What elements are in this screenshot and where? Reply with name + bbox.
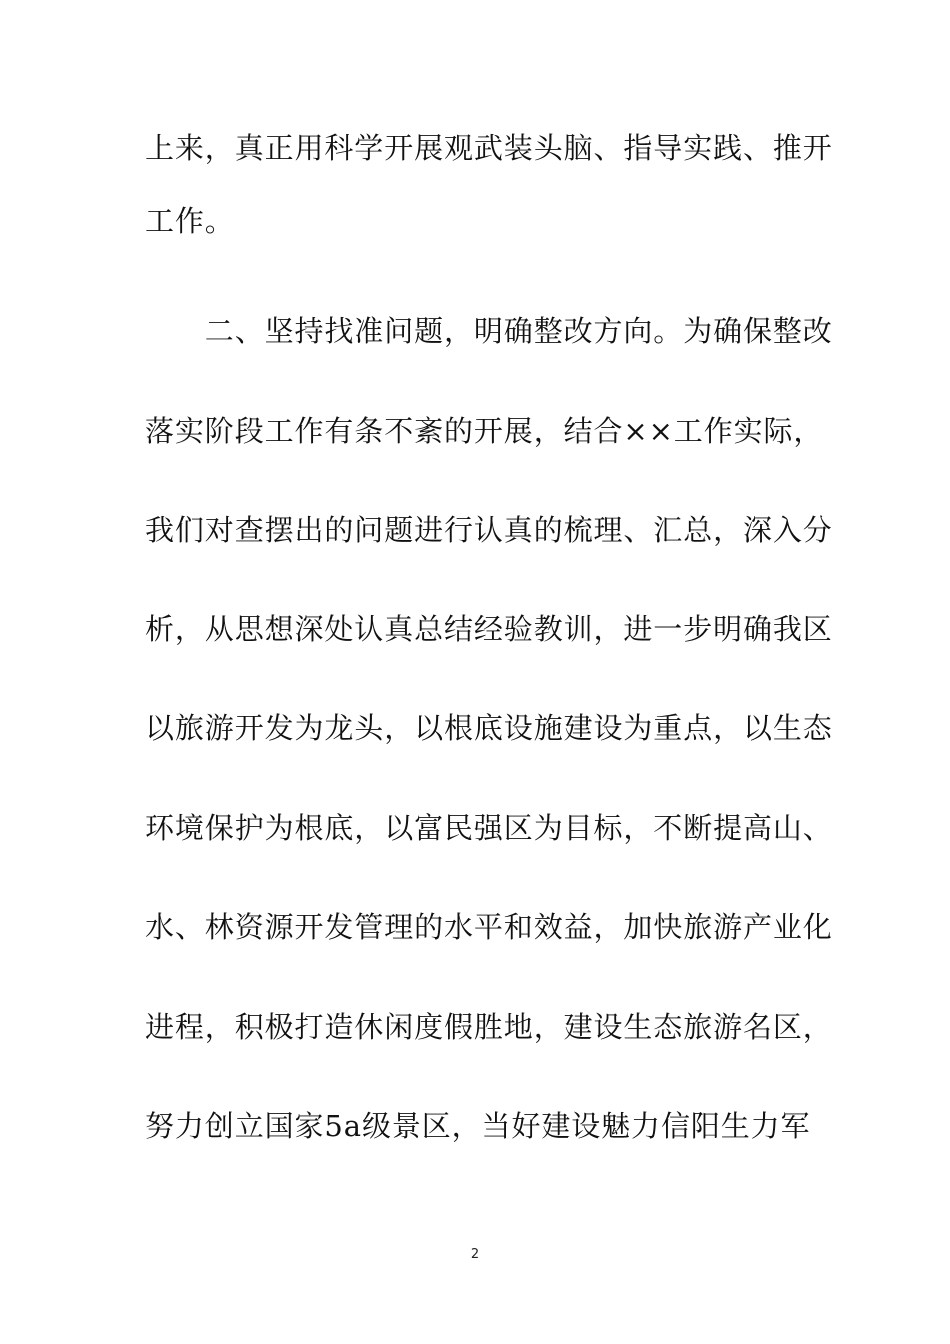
text-line: 二、坚持找准问题，明确整改方向。为确保整改 xyxy=(145,314,833,348)
text-line: 工作。 xyxy=(145,204,235,238)
text-line: 水、林资源开发管理的水平和效益，加快旅游产业化 xyxy=(145,910,833,944)
text-line: 析，从思想深处认真总结经验教训，进一步明确我区 xyxy=(145,612,833,646)
text-line: 我们对查摆出的问题进行认真的梳理、汇总，深入分 xyxy=(145,513,833,547)
text-line: 以旅游开发为龙头，以根底设施建设为重点，以生态 xyxy=(145,711,833,745)
text-line: 努力创立国家5a级景区，当好建设魅力信阳生力军 xyxy=(145,1109,811,1143)
text-line: 进程，积极打造休闲度假胜地，建设生态旅游名区， xyxy=(145,1010,833,1044)
text-line: 落实阶段工作有条不紊的开展，结合××工作实际， xyxy=(145,414,824,448)
page-number: 2 xyxy=(470,1247,480,1262)
text-line: 环境保护为根底，以富民强区为目标，不断提高山、 xyxy=(145,811,833,845)
text-line: 上来，真正用科学开展观武装头脑、指导实践、推开 xyxy=(145,131,833,165)
